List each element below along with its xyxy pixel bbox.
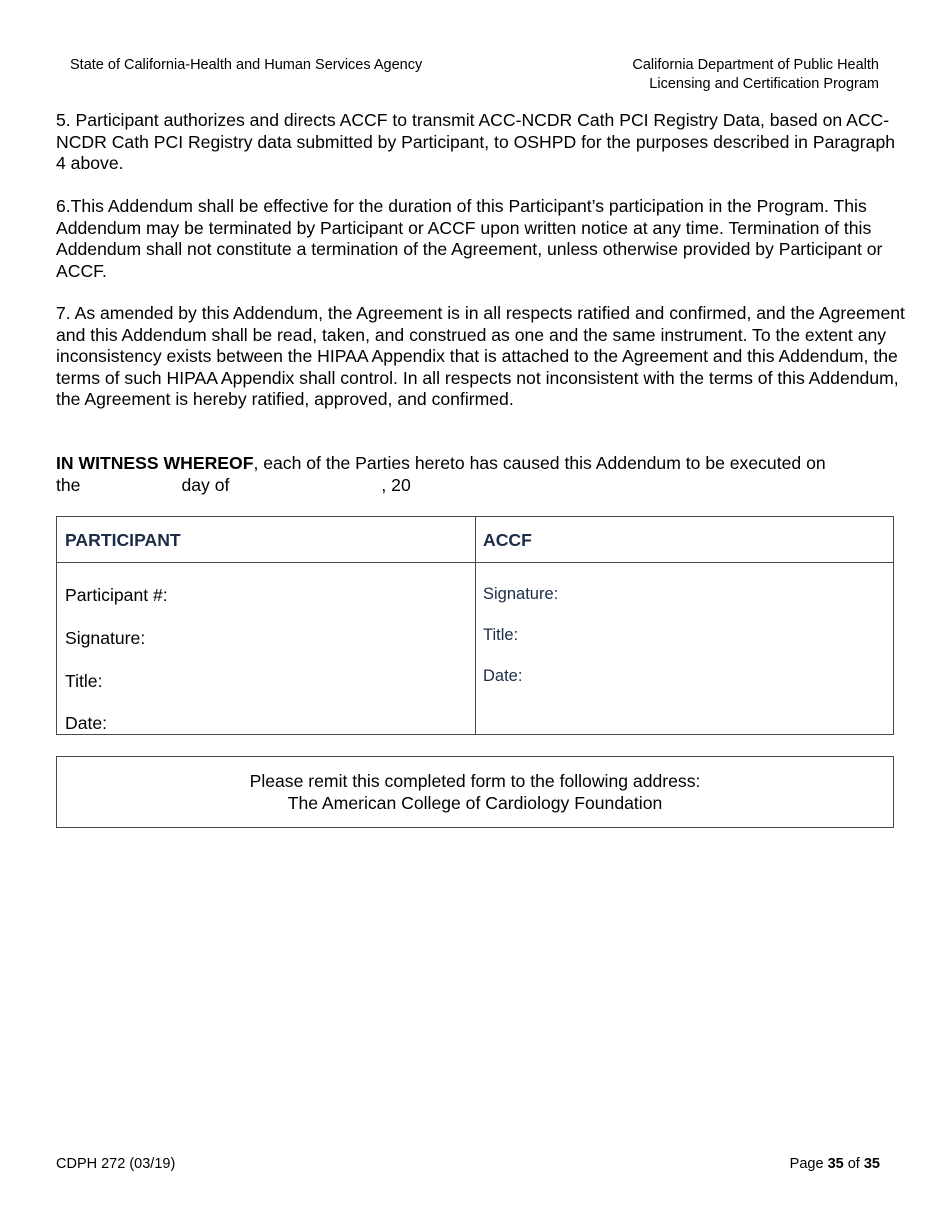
accf-signature-field[interactable]: Signature: <box>483 585 559 603</box>
remit-line-1: Please remit this completed form to the following address: <box>249 771 701 791</box>
witness-paragraph <box>56 453 906 496</box>
page-total: 35 <box>863 1156 880 1172</box>
paragraph-6: 6.This Addendum shall be effective for the duration of this Participant’s participation in the Program. This Addendum may be terminated by Participant or ACCF upon written notice at any time. Termination of this Addendum shall not constitute a termination of the Agreement, unless otherwise provided by Participant or ACCF. <box>56 196 883 281</box>
paragraph-7: 7. As amended by this Addendum, the Agreement is in all respects ratified and confirmed, and the Agreement and this Addendum shall be read, taken, and construed as one and the same instrument. To the extent any inconsistency exists between the HIPAA Appendix that is attached to the Agreement and this Addendum, the terms of such HIPAA Appendix shall control. In all respects not inconsistent with the terms of this Addendum, the Agreement is hereby ratified, approved, and confirmed. <box>56 303 905 409</box>
participant-title-field[interactable]: Title: <box>65 671 103 691</box>
header-department-line2: Licensing and Certification Program <box>649 76 879 92</box>
page-word: Page <box>789 1156 824 1172</box>
header-agency: State of California-Health and Human Services Agency <box>70 57 423 73</box>
of-word: of <box>847 1156 860 1172</box>
witness-day-of: day of <box>181 474 230 495</box>
participant-date-field[interactable]: Date: <box>65 713 108 733</box>
paragraph-5: 5. Participant authorizes and directs ACCF to transmit ACC-NCDR Cath PCI Registry Data, based on ACC-NCDR Cath PCI Registry data submitted by Participant, to OSHPD for the purposes described in Paragraph 4 above. <box>56 110 896 173</box>
table-divider-horizontal <box>57 562 893 563</box>
participant-header: PARTICIPANT <box>65 530 181 550</box>
accf-date-field[interactable]: Date: <box>483 667 523 685</box>
page-number <box>790 1156 880 1172</box>
remit-line-2: The American College of Cardiology Foundation <box>287 793 663 813</box>
witness-heading: IN WITNESS WHEREOF <box>56 453 254 473</box>
accf-header: ACCF <box>483 530 532 550</box>
witness-text: , each of the Parties hereto has caused this Addendum to be executed on <box>253 453 826 473</box>
participant-number-field[interactable]: Participant #: <box>65 585 168 605</box>
table-divider-vertical <box>475 517 476 734</box>
remit-box <box>56 756 894 828</box>
header-department-line1: California Department of Public Health <box>632 57 879 73</box>
witness-the: the <box>56 474 81 495</box>
witness-year: , 20 <box>381 474 411 495</box>
participant-signature-field[interactable]: Signature: <box>65 628 146 648</box>
header-department <box>632 56 879 94</box>
accf-title-field[interactable]: Title: <box>483 626 519 644</box>
page-current: 35 <box>827 1156 844 1172</box>
signature-table <box>56 516 894 735</box>
form-id: CDPH 272 (03/19) <box>56 1156 176 1172</box>
